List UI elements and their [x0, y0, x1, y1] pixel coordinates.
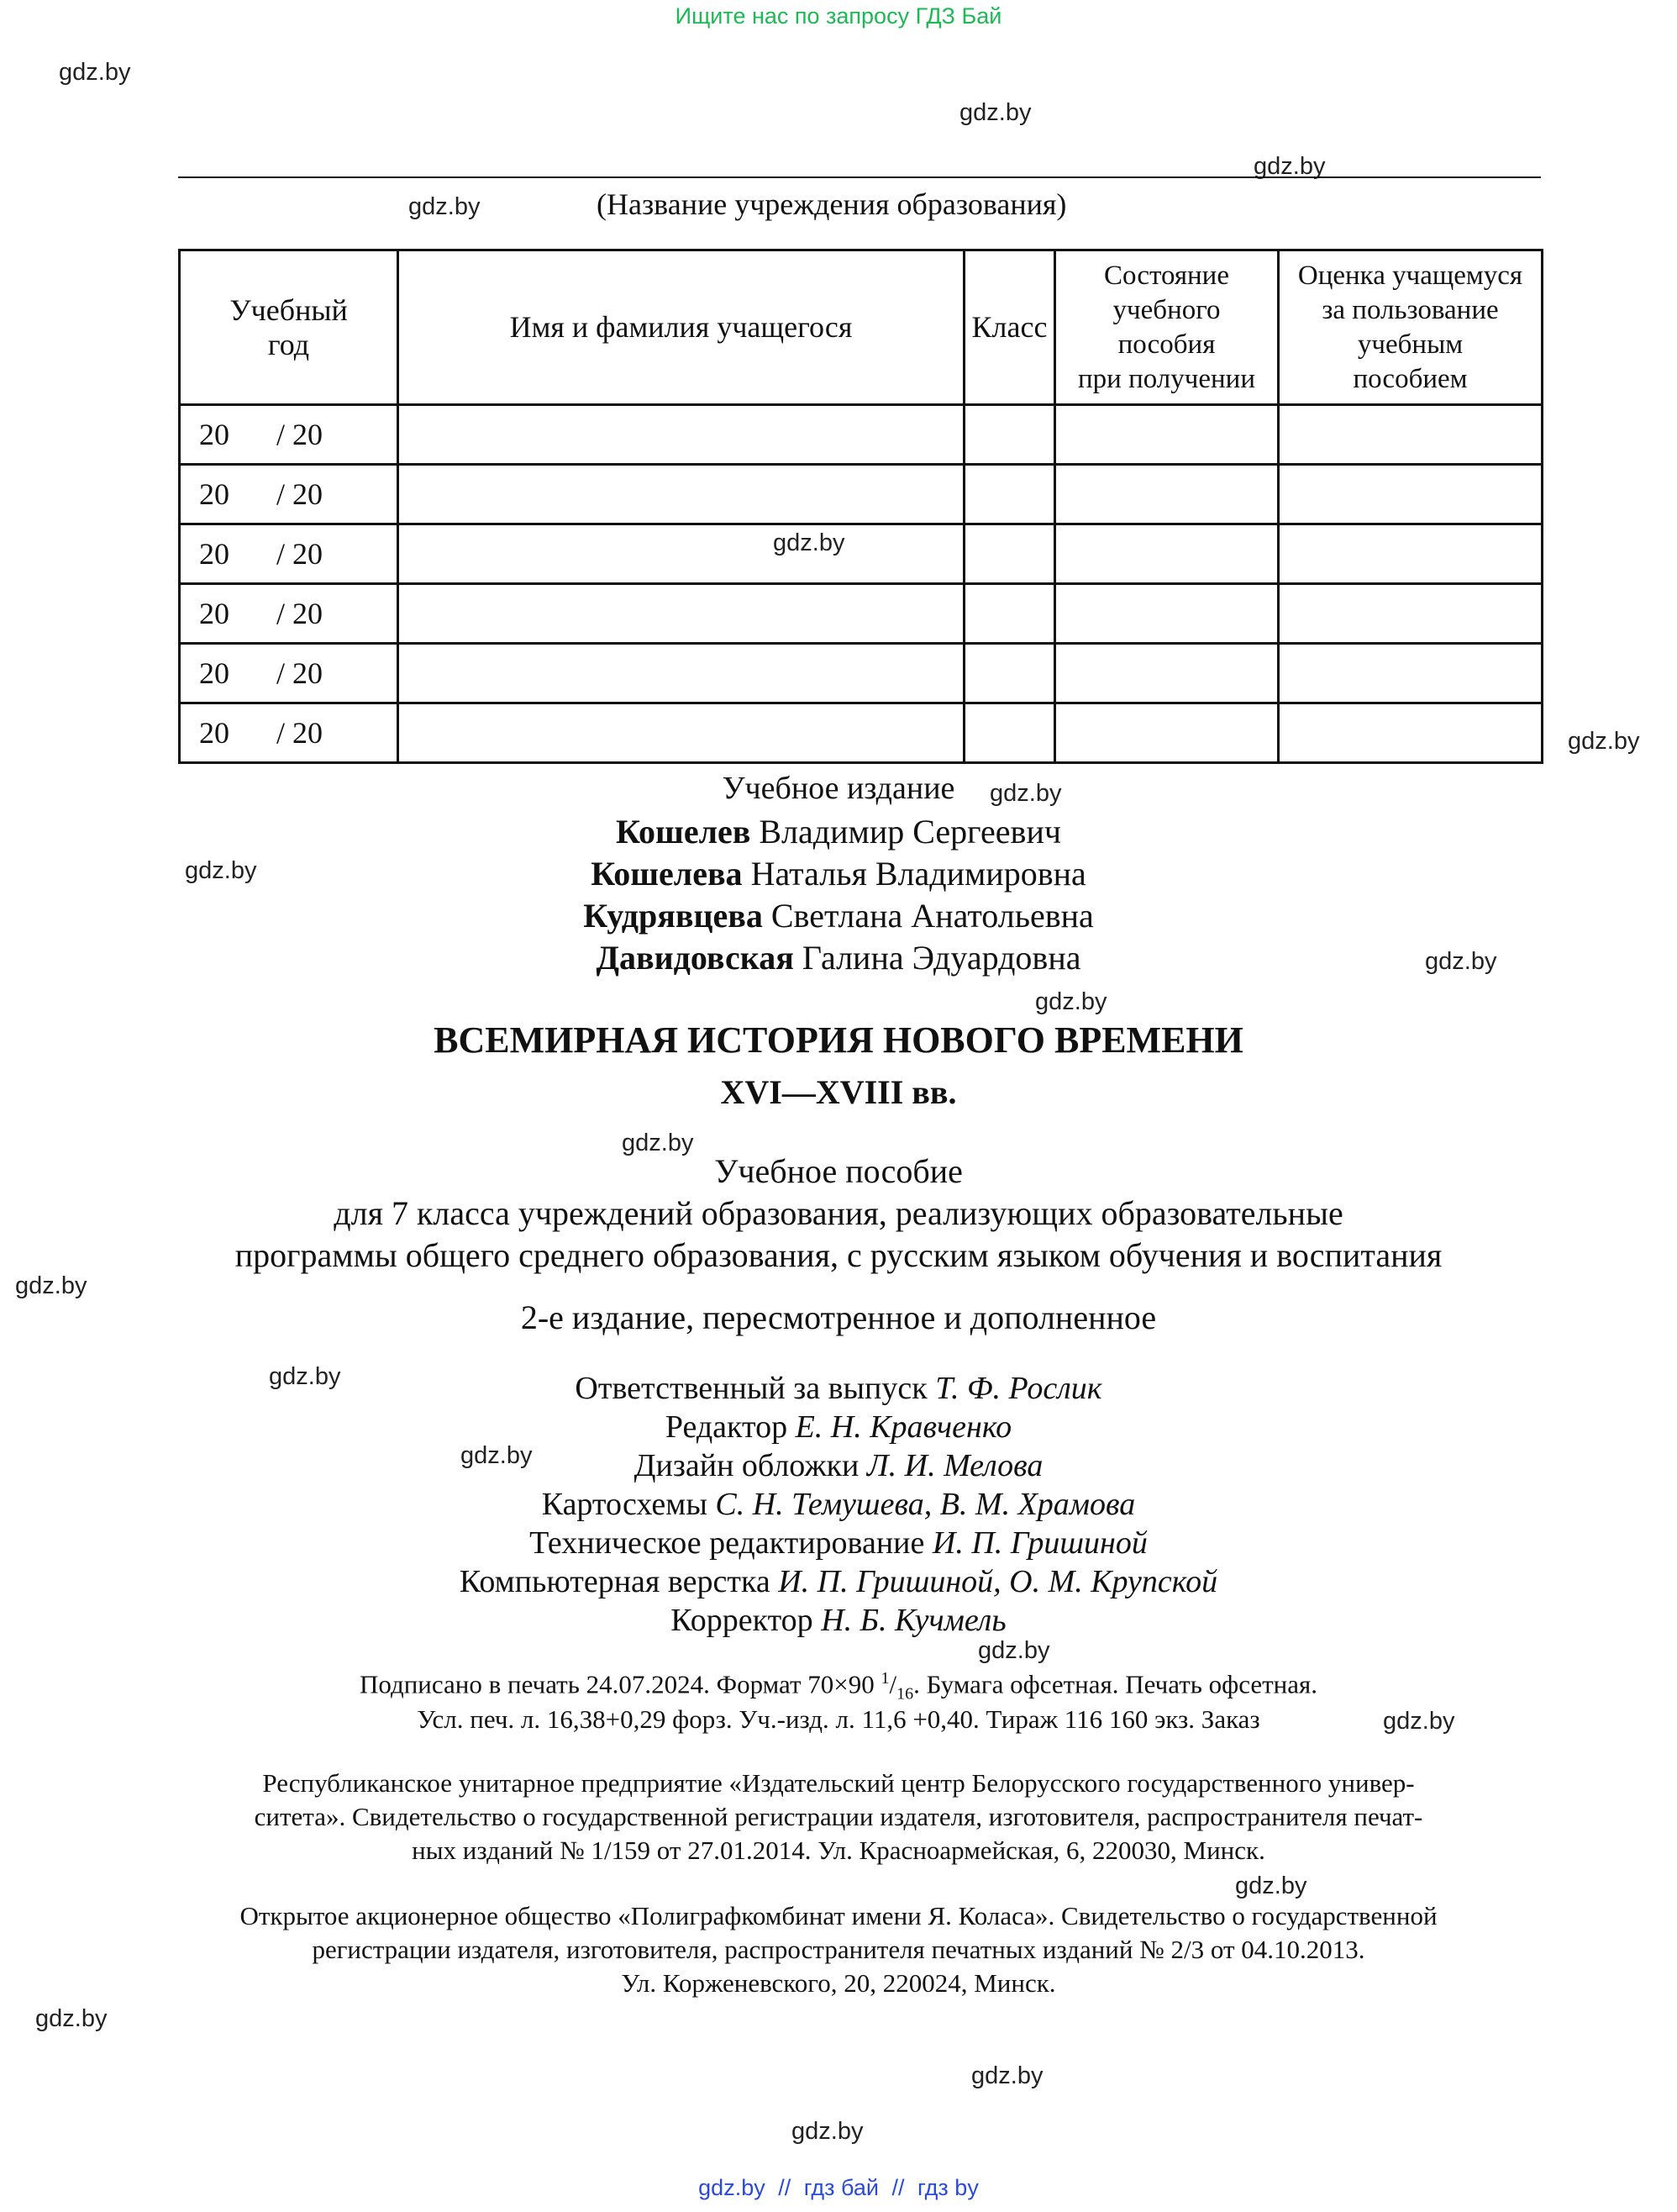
author-line: [0, 854, 1677, 893]
cell-condition: [1055, 405, 1279, 465]
credit-role: Редактор: [665, 1409, 788, 1445]
cell-grade: [1279, 584, 1543, 644]
search-banner: Ищите нас по запросу ГДЗ Бай: [675, 3, 1002, 29]
credit-role: Корректор: [670, 1603, 813, 1638]
year-start: 20: [199, 537, 229, 571]
edition-type: Учебное издание: [722, 771, 955, 806]
credit-name: Т. Ф. Рослик: [935, 1371, 1102, 1406]
cell-year: [180, 405, 398, 465]
year-start: 20: [199, 477, 229, 511]
year-end: / 20: [276, 418, 323, 451]
credit-line: [0, 1525, 1677, 1562]
header-year-line: Учебный: [229, 292, 348, 327]
cell-student-name: [398, 524, 965, 584]
author-line: [0, 938, 1677, 977]
credit-line: [0, 1602, 1677, 1639]
header-year-line: год: [267, 327, 310, 361]
cell-condition: [1055, 524, 1279, 584]
imprint-text: . Бумага офсетная. Печать офсетная.: [913, 1669, 1318, 1699]
book-subtitle: XVI—XVIII вв.: [720, 1073, 957, 1111]
watermark: gdz.by: [1035, 988, 1107, 1015]
cell-student-name: [398, 465, 965, 524]
watermark: gdz.by: [1568, 728, 1640, 755]
watermark: gdz.by: [1254, 153, 1326, 180]
credit-line: [0, 1370, 1677, 1407]
table-row: [180, 703, 1543, 763]
header-condition-line: учебного: [1112, 294, 1221, 325]
table-row: [180, 524, 1543, 584]
edition-note: 2-е издание, пересмотренное и дополненное: [520, 1298, 1157, 1336]
watermark: gdz.by: [978, 1637, 1050, 1664]
cell-class: [965, 644, 1055, 703]
year-start: 20: [199, 716, 229, 750]
publisher-line: Республиканское унитарное предприятие «Издательский центр Белорусского государственного универ-: [262, 1768, 1415, 1798]
fraction-denominator: 16: [896, 1684, 914, 1704]
credit-line: [0, 1447, 1677, 1484]
cell-class: [965, 465, 1055, 524]
cell-class: [965, 524, 1055, 584]
publisher-line: ситета». Свидетельство о государственной регистрации издателя, изготовителя, распространителя печат-: [254, 1802, 1423, 1831]
author-given-name: Наталья Владимировна: [750, 855, 1086, 893]
cell-year: [180, 465, 398, 524]
footer-link-gdz-by[interactable]: gdz.by: [698, 2175, 765, 2200]
printer-line: регистрации издателя, изготовителя, распространителя печатных изданий № 2/3 от 04.10.2013.: [312, 1935, 1365, 1964]
cell-class: [965, 584, 1055, 644]
year-end: / 20: [276, 537, 323, 571]
watermark: gdz.by: [791, 2118, 864, 2145]
footer-separator: //: [891, 2175, 905, 2200]
cell-class: [965, 405, 1055, 465]
author-given-name: Галина Эдуардовна: [802, 939, 1081, 977]
watermark: gdz.by: [35, 2005, 108, 2032]
watermark: gdz.by: [1425, 948, 1497, 975]
header-class: Класс: [965, 250, 1055, 405]
year-end: / 20: [276, 477, 323, 511]
credit-line: [0, 1409, 1677, 1446]
watermark: gdz.by: [408, 193, 481, 220]
watermark: gdz.by: [185, 857, 257, 884]
year-end: / 20: [276, 716, 323, 750]
credit-line: [0, 1563, 1677, 1600]
credit-role: Ответственный за выпуск: [575, 1371, 928, 1406]
institution-line: [178, 176, 1541, 178]
watermark: gdz.by: [1383, 1708, 1455, 1735]
table-row: [180, 644, 1543, 703]
cell-class: [965, 703, 1055, 763]
description-line: для 7 класса учреждений образования, реализующих образовательные: [334, 1194, 1343, 1232]
printer-line: Ул. Корженевского, 20, 220024, Минск.: [621, 1968, 1056, 1998]
textbook-register-table: [178, 249, 1543, 764]
year-start: 20: [199, 418, 229, 451]
header-grade-line: пособием: [1353, 363, 1468, 394]
year-end: / 20: [276, 656, 323, 690]
year-end: / 20: [276, 597, 323, 630]
credit-name: И. П. Гришиной: [932, 1525, 1148, 1561]
author-line: [0, 812, 1677, 851]
author-surname: Давидовская: [596, 939, 794, 977]
watermark: gdz.by: [59, 59, 131, 86]
imprint-line: [0, 1669, 1677, 1704]
header-year: [180, 250, 398, 405]
cell-year: [180, 524, 398, 584]
footer-link-gdz-bai[interactable]: гдз бай: [803, 2175, 879, 2200]
credit-name: Н. Б. Кучмель: [821, 1603, 1007, 1638]
header-condition: [1055, 250, 1279, 405]
credit-role: Компьютерная верстка: [459, 1564, 770, 1599]
cell-year: [180, 644, 398, 703]
author-given-name: Владимир Сергеевич: [759, 813, 1061, 851]
credit-role: Техническое редактирование: [529, 1525, 925, 1561]
cell-grade: [1279, 465, 1543, 524]
cell-condition: [1055, 465, 1279, 524]
cell-student-name: [398, 644, 965, 703]
cell-grade: [1279, 405, 1543, 465]
cell-grade: [1279, 524, 1543, 584]
credit-role: Дизайн обложки: [633, 1448, 867, 1483]
imprint-line: Усл. печ. л. 16,38+0,29 форз. Уч.-изд. л. 11,6 +0,40. Тираж 116 160 экз. Заказ: [417, 1704, 1260, 1734]
credit-name: Л. И. Мелова: [866, 1448, 1044, 1483]
cell-year: [180, 703, 398, 763]
watermark: gdz.by: [622, 1130, 694, 1156]
table-row: [180, 405, 1543, 465]
credit-role: Картосхемы: [541, 1487, 707, 1522]
institution-caption: (Название учреждения образования): [597, 187, 1067, 221]
cell-grade: [1279, 703, 1543, 763]
header-condition-line: Состояние: [1104, 260, 1229, 291]
author-surname: Кудрявцева: [583, 897, 763, 935]
credit-name: С. Н. Темушева, В. М. Храмова: [715, 1487, 1136, 1522]
watermark: gdz.by: [269, 1363, 341, 1390]
book-title: ВСЕМИРНАЯ ИСТОРИЯ НОВОГО ВРЕМЕНИ: [434, 1019, 1243, 1061]
imprint-text: Подписано в печать 24.07.2024. Формат 70×90: [359, 1669, 881, 1699]
cell-condition: [1055, 644, 1279, 703]
watermark: gdz.by: [773, 529, 845, 556]
watermark: gdz.by: [1235, 1872, 1307, 1899]
year-start: 20: [199, 656, 229, 690]
credit-name: И. П. Гришиной, О. М. Крупской: [778, 1564, 1218, 1599]
footer-links: [0, 2175, 1677, 2201]
cell-student-name: [398, 703, 965, 763]
cell-year: [180, 584, 398, 644]
watermark: gdz.by: [15, 1272, 87, 1299]
watermark: gdz.by: [990, 780, 1062, 807]
author-surname: Кошелев: [616, 813, 751, 851]
fraction-numerator: 1: [881, 1669, 890, 1688]
header-grade-line: за пользование: [1322, 294, 1499, 325]
cell-student-name: [398, 584, 965, 644]
header-grade-line: Оценка учащемуся: [1297, 260, 1523, 291]
credit-line: [0, 1486, 1677, 1523]
table-header-row: [180, 250, 1543, 405]
author-given-name: Светлана Анатольевна: [770, 897, 1094, 935]
table-row: [180, 584, 1543, 644]
watermark: gdz.by: [460, 1442, 533, 1469]
header-condition-line: при получении: [1078, 363, 1255, 394]
table-row: [180, 465, 1543, 524]
author-surname: Кошелева: [591, 855, 743, 893]
header-condition-line: пособия: [1117, 329, 1216, 360]
description-line: программы общего среднего образования, с русским языком обучения и воспитания: [234, 1236, 1443, 1274]
footer-link-gdz-by-alt[interactable]: гдз by: [917, 2175, 979, 2200]
publisher-line: ных изданий № 1/159 от 27.01.2014. Ул. Красноармейская, 6, 220030, Минск.: [412, 1835, 1265, 1865]
fraction-separator: /: [889, 1669, 897, 1699]
year-start: 20: [199, 597, 229, 630]
header-grade: [1279, 250, 1543, 405]
cell-student-name: [398, 405, 965, 465]
credit-name: Е. Н. Кравченко: [795, 1409, 1012, 1445]
cell-grade: [1279, 644, 1543, 703]
header-student-name: Имя и фамилия учащегося: [398, 250, 965, 405]
watermark: gdz.by: [959, 99, 1032, 126]
footer-separator: //: [778, 2175, 791, 2200]
watermark: gdz.by: [971, 2062, 1044, 2089]
cell-condition: [1055, 703, 1279, 763]
author-line: [0, 896, 1677, 935]
description-line: Учебное пособие: [714, 1152, 963, 1190]
cell-condition: [1055, 584, 1279, 644]
header-grade-line: учебным: [1357, 329, 1464, 360]
printer-line: Открытое акционерное общество «Полиграфкомбинат имени Я. Коласа». Свидетельство о государственной: [239, 1901, 1438, 1930]
